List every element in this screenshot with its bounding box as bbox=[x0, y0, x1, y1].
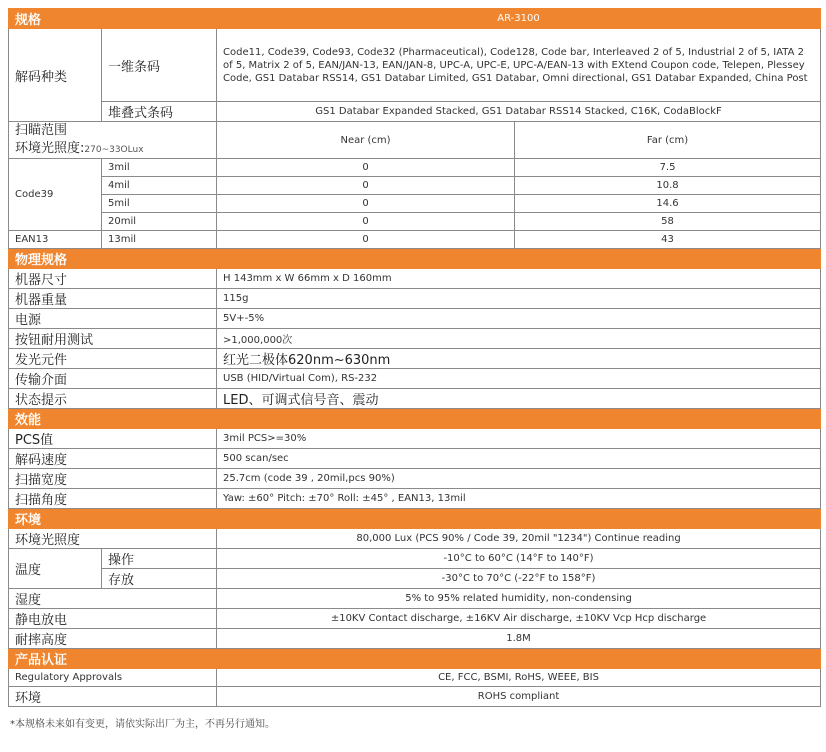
resolution: 3mil bbox=[102, 159, 217, 177]
drop-height-value: 1.8M bbox=[217, 629, 821, 649]
spec-header-row bbox=[9, 9, 821, 29]
near-value: 0 bbox=[217, 213, 515, 231]
ambient-light-value: 80,000 Lux (PCS 90% / Code 39, 20mil "1234") Continue reading bbox=[217, 529, 821, 549]
resolution: 4mil bbox=[102, 177, 217, 195]
row-value: 3mil PCS>=30% bbox=[217, 429, 821, 449]
table-row bbox=[9, 449, 821, 469]
decode-stacked-row bbox=[9, 102, 821, 122]
stacked-value: GS1 Databar Expanded Stacked, GS1 Databar RSS14 Stacked, C16K, CodaBlockF bbox=[217, 102, 821, 122]
far-header: Far (cm) bbox=[515, 122, 821, 159]
table-row bbox=[9, 529, 821, 549]
row-label: 扫描宽度 bbox=[9, 469, 217, 489]
near-value: 0 bbox=[217, 177, 515, 195]
table-row bbox=[9, 589, 821, 609]
near-value: 0 bbox=[217, 159, 515, 177]
row-label: 发光元件 bbox=[9, 349, 217, 369]
regulatory-value: CE, FCC, BSMI, RoHS, WEEE, BIS bbox=[217, 669, 821, 687]
table-row bbox=[9, 549, 821, 569]
section-header-environment bbox=[9, 509, 821, 529]
section-title: 产品认证 bbox=[9, 649, 821, 669]
storage-label: 存放 bbox=[102, 569, 217, 589]
table-row bbox=[9, 231, 821, 249]
resolution: 5mil bbox=[102, 195, 217, 213]
table-row bbox=[9, 469, 821, 489]
row-label: 状态提示 bbox=[9, 389, 217, 409]
row-value: 500 scan/sec bbox=[217, 449, 821, 469]
row-value: USB (HID/Virtual Com), RS-232 bbox=[217, 369, 821, 389]
row-label: 按钮耐用测试 bbox=[9, 329, 217, 349]
table-row bbox=[9, 349, 821, 369]
section-title: 环境 bbox=[9, 509, 821, 529]
table-row bbox=[9, 569, 821, 589]
environmental-label: 环境 bbox=[9, 687, 217, 707]
far-value: 7.5 bbox=[515, 159, 821, 177]
row-label: 解码速度 bbox=[9, 449, 217, 469]
table-row bbox=[9, 289, 821, 309]
ambient-light-label: 环境光照度 bbox=[9, 529, 217, 549]
scan-range-header-row bbox=[9, 122, 821, 159]
section-header-certification bbox=[9, 649, 821, 669]
row-label: PCS值 bbox=[9, 429, 217, 449]
far-value: 14.6 bbox=[515, 195, 821, 213]
near-value: 0 bbox=[217, 195, 515, 213]
table-row bbox=[9, 489, 821, 509]
near-value: 0 bbox=[217, 231, 515, 249]
table-row bbox=[9, 687, 821, 707]
section-title: 效能 bbox=[9, 409, 821, 429]
table-row bbox=[9, 609, 821, 629]
scan-range-label: 扫瞄范围 bbox=[15, 122, 68, 138]
row-value: 115g bbox=[217, 289, 821, 309]
far-value: 43 bbox=[515, 231, 821, 249]
resolution: 13mil bbox=[102, 231, 217, 249]
footnote: *本规格未来如有变更，请依实际出厂为主，不再另行通知。 bbox=[10, 719, 275, 730]
table-row bbox=[9, 159, 821, 177]
humidity-label: 湿度 bbox=[9, 589, 217, 609]
humidity-value: 5% to 95% related humidity, non-condensing bbox=[217, 589, 821, 609]
esd-value: ±10KV Contact discharge, ±16KV Air discharge, ±10KV Vcp Hcp discharge bbox=[217, 609, 821, 629]
row-label: 扫描角度 bbox=[9, 489, 217, 509]
row-value: LED、可调式信号音、震动 bbox=[217, 389, 821, 409]
table-row bbox=[9, 177, 821, 195]
decode-type-label: 解码种类 bbox=[9, 29, 102, 122]
far-value: 10.8 bbox=[515, 177, 821, 195]
table-row bbox=[9, 369, 821, 389]
operating-label: 操作 bbox=[102, 549, 217, 569]
one-d-value: Code11, Code39, Code93, Code32 (Pharmaceutical), Code128, Code bar, Interleaved 2 of 5, Industrial 2 of 5, IATA 2 of 5, Matrix 2 of 5, EAN/JAN-13, EAN/JAN-8, UPC-A, UPC-E, UPC-A/EAN-13 with EXtend Coupon code, Telepen, Plessey Code, GS1 Databar RSS14, GS1 Databar Limited, GS1 Databar, Omni directional, GS1 Databar Expanded, China Post bbox=[217, 29, 821, 102]
table-row bbox=[9, 329, 821, 349]
model-name: AR-3100 bbox=[217, 9, 821, 29]
row-label: 机器重量 bbox=[9, 289, 217, 309]
env-light-label: 环境光照度: bbox=[15, 140, 85, 156]
table-row bbox=[9, 309, 821, 329]
spec-sheet bbox=[8, 0, 820, 730]
table-row bbox=[9, 213, 821, 231]
operating-value: -10°C to 60°C (14°F to 140°F) bbox=[217, 549, 821, 569]
near-header: Near (cm) bbox=[217, 122, 515, 159]
temperature-label: 温度 bbox=[9, 549, 102, 589]
table-row bbox=[9, 629, 821, 649]
row-label: 机器尺寸 bbox=[9, 269, 217, 289]
section-header-physical bbox=[9, 249, 821, 269]
one-d-label: 一维条码 bbox=[102, 29, 217, 102]
spec-title: 规格 bbox=[9, 9, 217, 29]
esd-label: 静电放电 bbox=[9, 609, 217, 629]
ean13-label: EAN13 bbox=[9, 231, 102, 249]
spec-table bbox=[8, 8, 821, 707]
table-row bbox=[9, 269, 821, 289]
row-value: Yaw: ±60° Pitch: ±70° Roll: ±45° , EAN13, 13mil bbox=[217, 489, 821, 509]
decode-1d-row bbox=[9, 29, 821, 102]
storage-value: -30°C to 70°C (-22°F to 158°F) bbox=[217, 569, 821, 589]
scan-range-label-cell bbox=[9, 122, 217, 159]
row-value: >1,000,000次 bbox=[217, 329, 821, 349]
row-value: 25.7cm (code 39 , 20mil,pcs 90%) bbox=[217, 469, 821, 489]
row-value: H 143mm x W 66mm x D 160mm bbox=[217, 269, 821, 289]
row-label: 传输介面 bbox=[9, 369, 217, 389]
regulatory-label: Regulatory Approvals bbox=[9, 669, 217, 687]
table-row bbox=[9, 669, 821, 687]
row-value: 红光二极体620nm~630nm bbox=[217, 349, 821, 369]
section-header-performance bbox=[9, 409, 821, 429]
row-label: 电源 bbox=[9, 309, 217, 329]
table-row bbox=[9, 195, 821, 213]
environmental-value: ROHS compliant bbox=[217, 687, 821, 707]
table-row bbox=[9, 429, 821, 449]
far-value: 58 bbox=[515, 213, 821, 231]
stacked-label: 堆叠式条码 bbox=[102, 102, 217, 122]
env-light-value: 270~33OLux bbox=[84, 144, 144, 155]
section-title: 物理规格 bbox=[9, 249, 821, 269]
table-row bbox=[9, 389, 821, 409]
row-value: 5V+-5% bbox=[217, 309, 821, 329]
drop-height-label: 耐摔高度 bbox=[9, 629, 217, 649]
code39-label: Code39 bbox=[9, 159, 102, 231]
resolution: 20mil bbox=[102, 213, 217, 231]
